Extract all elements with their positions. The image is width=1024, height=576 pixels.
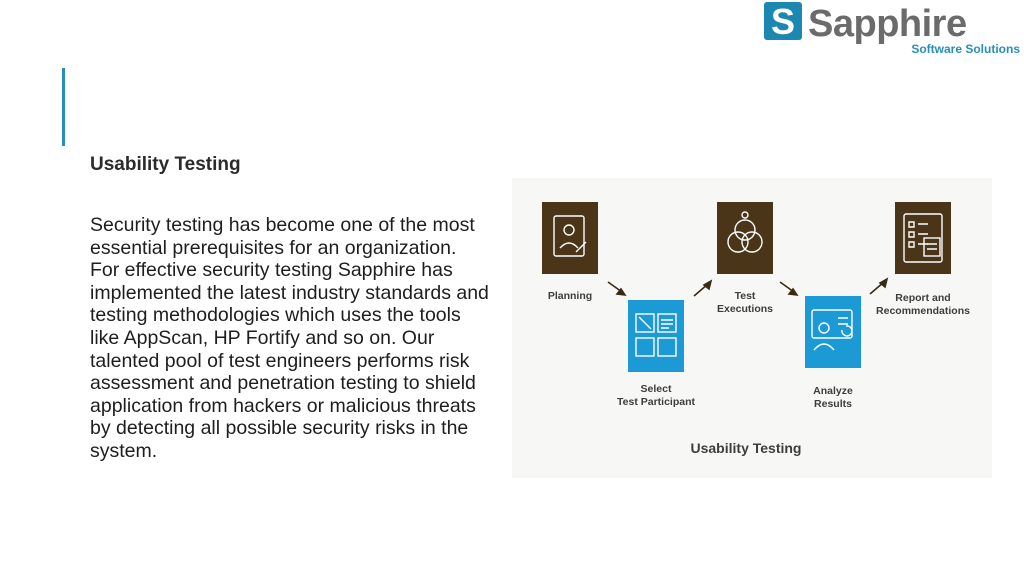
step-report (876, 202, 970, 317)
step-analyze-results (805, 296, 861, 410)
svg-text:Report and: Report and (895, 292, 951, 304)
diagram-title: Usability Testing (690, 440, 802, 456)
usability-testing-diagram (512, 178, 992, 478)
svg-text:Software Solutions: Software Solutions (911, 42, 1020, 56)
step-select-participant (617, 300, 695, 408)
svg-text:Test: Test (734, 290, 756, 302)
step-planning (542, 202, 598, 302)
svg-text:Results: Results (814, 398, 852, 410)
accent-bar (62, 68, 65, 146)
svg-text:S: S (770, 1, 796, 42)
svg-text:Planning: Planning (547, 290, 593, 302)
section-heading: Usability Testing (90, 154, 241, 175)
svg-text:Select: Select (640, 383, 672, 395)
svg-text:Analyze: Analyze (813, 385, 853, 397)
step-test-executions (717, 202, 773, 315)
body-paragraph: Security testing has become one of the most essential prerequisites for an organization. For effective security testing Sapphire has implemented the latest industry standards and testing methodologies which uses the tools like AppScan, HP Fortify and so on. Our talented pool of test engineers performs risk assessment and penetration testing to shield application from hackers or malicious threats by detecting all possible security risks in the system. (90, 214, 489, 462)
svg-text:Recommendations: Recommendations (876, 305, 970, 317)
svg-text:Executions: Executions (716, 303, 774, 315)
svg-text:Sapphire: Sapphire (808, 3, 967, 45)
svg-text:Test Participant: Test Participant (617, 396, 695, 408)
sapphire-logo (762, 0, 1024, 60)
